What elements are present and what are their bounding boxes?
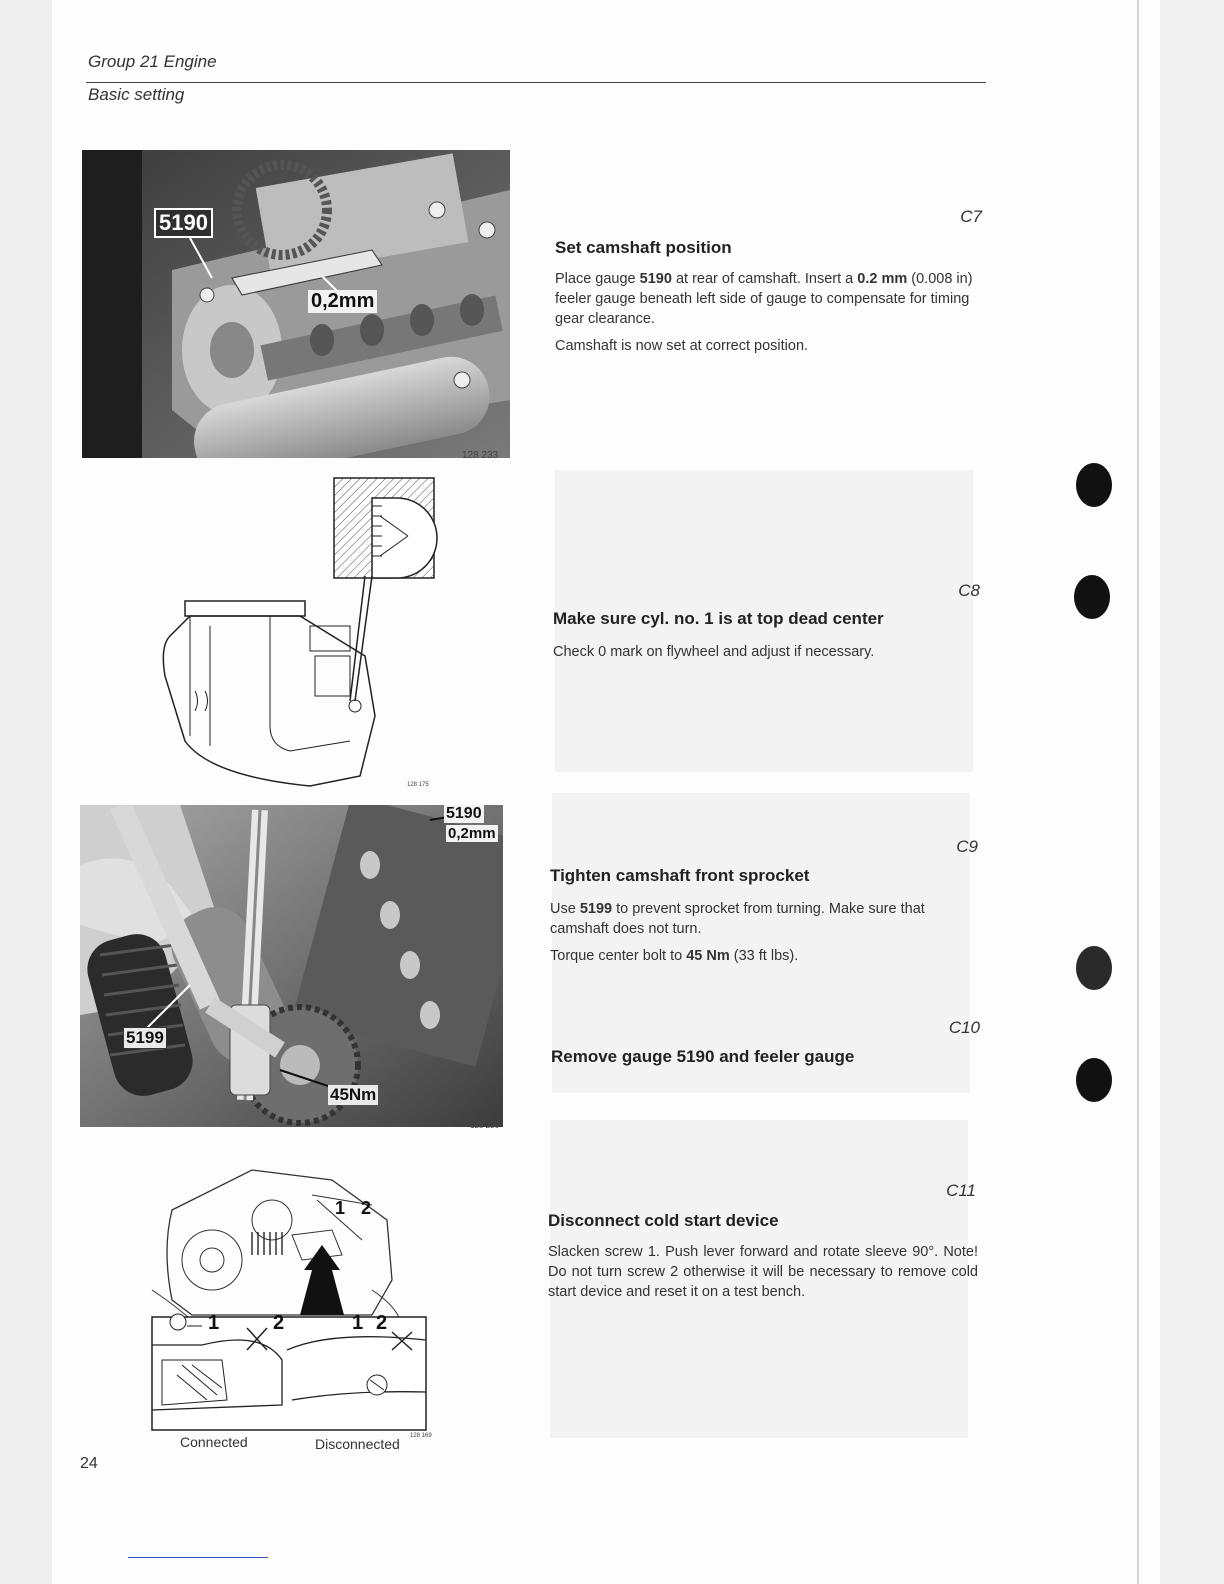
header-rule bbox=[86, 82, 986, 83]
step-code-c7: C7 bbox=[960, 207, 982, 226]
step-paragraph: Camshaft is now set at correct position. bbox=[555, 338, 809, 354]
text-run: Torque center bolt to bbox=[550, 948, 687, 964]
binder-hole bbox=[1076, 946, 1112, 990]
screw-2-callout: 2 bbox=[361, 1198, 372, 1218]
figure-sprocket-torque-photo bbox=[80, 805, 503, 1127]
binder-hole bbox=[1076, 1058, 1112, 1102]
step-paragraph bbox=[550, 946, 980, 966]
figure-cold-start-device-drawing bbox=[132, 1160, 432, 1435]
page-number: 24 bbox=[80, 1455, 98, 1472]
step-text-c11 bbox=[548, 1242, 978, 1309]
step-title-c8: Make sure cyl. no. 1 is at top dead center bbox=[553, 609, 884, 628]
caption-disconnected: Disconnected bbox=[315, 1436, 400, 1452]
binder-hole bbox=[1076, 463, 1112, 507]
text-run: Place gauge bbox=[555, 271, 640, 287]
torque-photo-illustration bbox=[80, 805, 503, 1127]
binder-hole bbox=[1074, 575, 1110, 619]
step-paragraph: Slacken screw 1. Push lever forward and rotate sleeve 90°. Note! Do not turn screw 2 otherwise it will be necessary to remove cold start device and reset it on a test bench. bbox=[548, 1244, 978, 1300]
header-subtitle: Basic setting bbox=[88, 85, 185, 104]
step-text-c9 bbox=[550, 899, 980, 973]
page-edge bbox=[1137, 0, 1139, 1584]
feeler-gauge-label: 0,2mm bbox=[448, 825, 496, 842]
step-code-c8: C8 bbox=[958, 581, 980, 600]
scan-right-margin bbox=[1160, 0, 1224, 1584]
figure-number: 128 233 bbox=[462, 450, 499, 461]
step-title-c9: Tighten camshaft front sprocket bbox=[550, 866, 810, 885]
measurement: 0.2 mm bbox=[857, 271, 908, 287]
torque-45nm-label: 45Nm bbox=[330, 1085, 377, 1104]
step-title-c10: Remove gauge 5190 and feeler gauge bbox=[551, 1047, 855, 1066]
step-text-c7 bbox=[555, 269, 985, 363]
figure-camshaft-gauge-photo bbox=[82, 150, 510, 458]
screw-1-callout: 1 bbox=[335, 1198, 346, 1218]
scan-artifact-line bbox=[128, 1557, 268, 1558]
tool-number: 5190 bbox=[639, 271, 672, 287]
screw-1-callout: 1 bbox=[208, 1312, 220, 1334]
step-paragraph bbox=[550, 899, 980, 939]
screw-2-callout: 2 bbox=[273, 1312, 285, 1334]
text-run: (33 ft lbs). bbox=[729, 948, 799, 964]
header-group: Group 21 Engine bbox=[88, 52, 217, 71]
torque-value: 45 Nm bbox=[686, 948, 730, 964]
gauge-5190-label: 5190 bbox=[446, 805, 482, 822]
figure-number: 128 236 bbox=[470, 1121, 499, 1130]
caption-connected: Connected bbox=[180, 1434, 248, 1450]
step-title-c11: Disconnect cold start device bbox=[548, 1211, 779, 1230]
feeler-gauge-label: 0,2mm bbox=[308, 290, 377, 313]
text-run: (0.008 in) feeler gauge beneath left side of gauge to compensate for timing gear clearance. bbox=[555, 271, 973, 327]
step-paragraph: Check 0 mark on flywheel and adjust if necessary. bbox=[553, 644, 875, 660]
scan-left-margin bbox=[0, 0, 52, 1584]
step-code-c9: C9 bbox=[956, 837, 978, 856]
figure-number: 128 175 bbox=[407, 782, 429, 788]
step-text-c8 bbox=[553, 642, 983, 669]
step-title-c7: Set camshaft position bbox=[555, 238, 732, 257]
screw-2-callout: 2 bbox=[376, 1312, 388, 1334]
step-code-c10: C10 bbox=[948, 1018, 980, 1037]
tool-number: 5199 bbox=[579, 901, 613, 917]
step-code-c11: C11 bbox=[946, 1181, 976, 1200]
text-run: Use bbox=[550, 901, 580, 917]
text-run: at rear of camshaft. Insert a bbox=[671, 271, 858, 287]
screw-1-callout: 1 bbox=[352, 1312, 364, 1334]
text-run: to prevent sprocket from turning. Make sure that camshaft does not turn. bbox=[550, 901, 925, 937]
gauge-5190-label: 5190 bbox=[154, 208, 213, 238]
engine-photo-illustration bbox=[82, 150, 510, 458]
figure-tdc-line-drawing bbox=[150, 476, 450, 791]
tool-5199-label: 5199 bbox=[123, 1027, 167, 1049]
figure-number: 128 169 bbox=[410, 1433, 432, 1439]
step-paragraph bbox=[555, 269, 985, 329]
